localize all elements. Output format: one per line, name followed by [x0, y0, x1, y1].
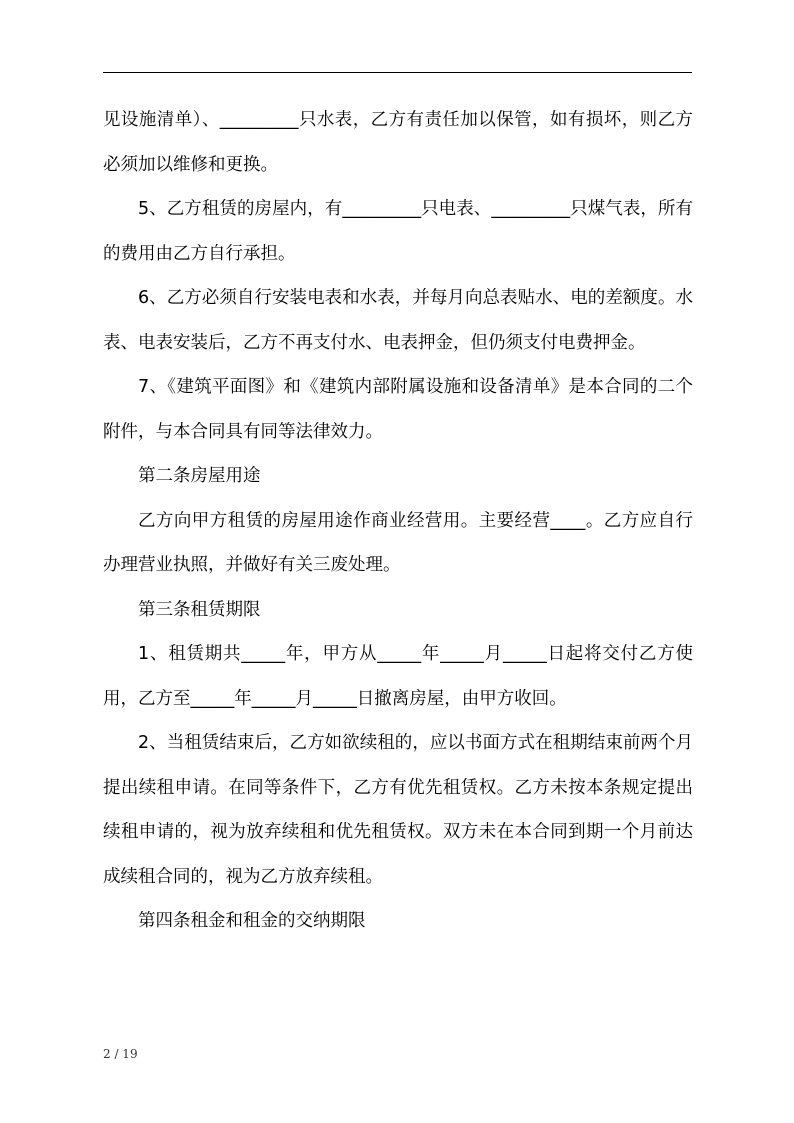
document-body — [103, 98, 693, 944]
paragraph-clause-5: 5、乙方租赁的房屋内，有_________只电表、_________只煤气表，所有的费用由乙方自行承担。 — [103, 199, 693, 264]
paragraph-water-meter-continued: 见设施清单）、_________只水表，乙方有责任加以保管，如有损坏，则乙方必须加以维修和更换。 — [103, 110, 693, 175]
section-heading-article-4: 第四条租金和租金的交纳期限 — [138, 911, 366, 931]
paragraph-lease-term-1: 1、租赁期共_____年，甲方从_____年_____月_____日起将交付乙方使用，乙方至_____年_____月_____日撤离房屋，由甲方收回。 — [103, 644, 693, 709]
section-heading-article-2: 第二条房屋用途 — [138, 466, 261, 486]
header-rule — [103, 72, 692, 73]
paragraph-lease-term-2: 2、当租赁结束后，乙方如欲续租的，应以书面方式在租期结束前两个月提出续租申请。在同等条件下，乙方有优先租赁权。乙方未按本条规定提出续租申请的，视为放弃续租和优先租赁权。双方未在本合同到期一个月前达成续租合同的，视为乙方放弃续租。 — [103, 733, 693, 887]
paragraph-clause-7: 7、《建筑平面图》和《建筑内部附属设施和设备清单》是本合同的二个附件，与本合同具有同等法律效力。 — [103, 377, 693, 442]
page-number: 2 / 19 — [103, 1047, 138, 1061]
paragraph-property-use: 乙方向甲方租赁的房屋用途作商业经营用。主要经营____。乙方应自行办理营业执照，并做好有关三废处理。 — [103, 510, 693, 575]
paragraph-clause-6: 6、乙方必须自行安装电表和水表，并每月向总表贴水、电的差额度。水表、电表安装后，乙方不再支付水、电表押金，但仍须支付电费押金。 — [103, 288, 693, 353]
section-heading-article-3: 第三条租赁期限 — [138, 599, 261, 620]
